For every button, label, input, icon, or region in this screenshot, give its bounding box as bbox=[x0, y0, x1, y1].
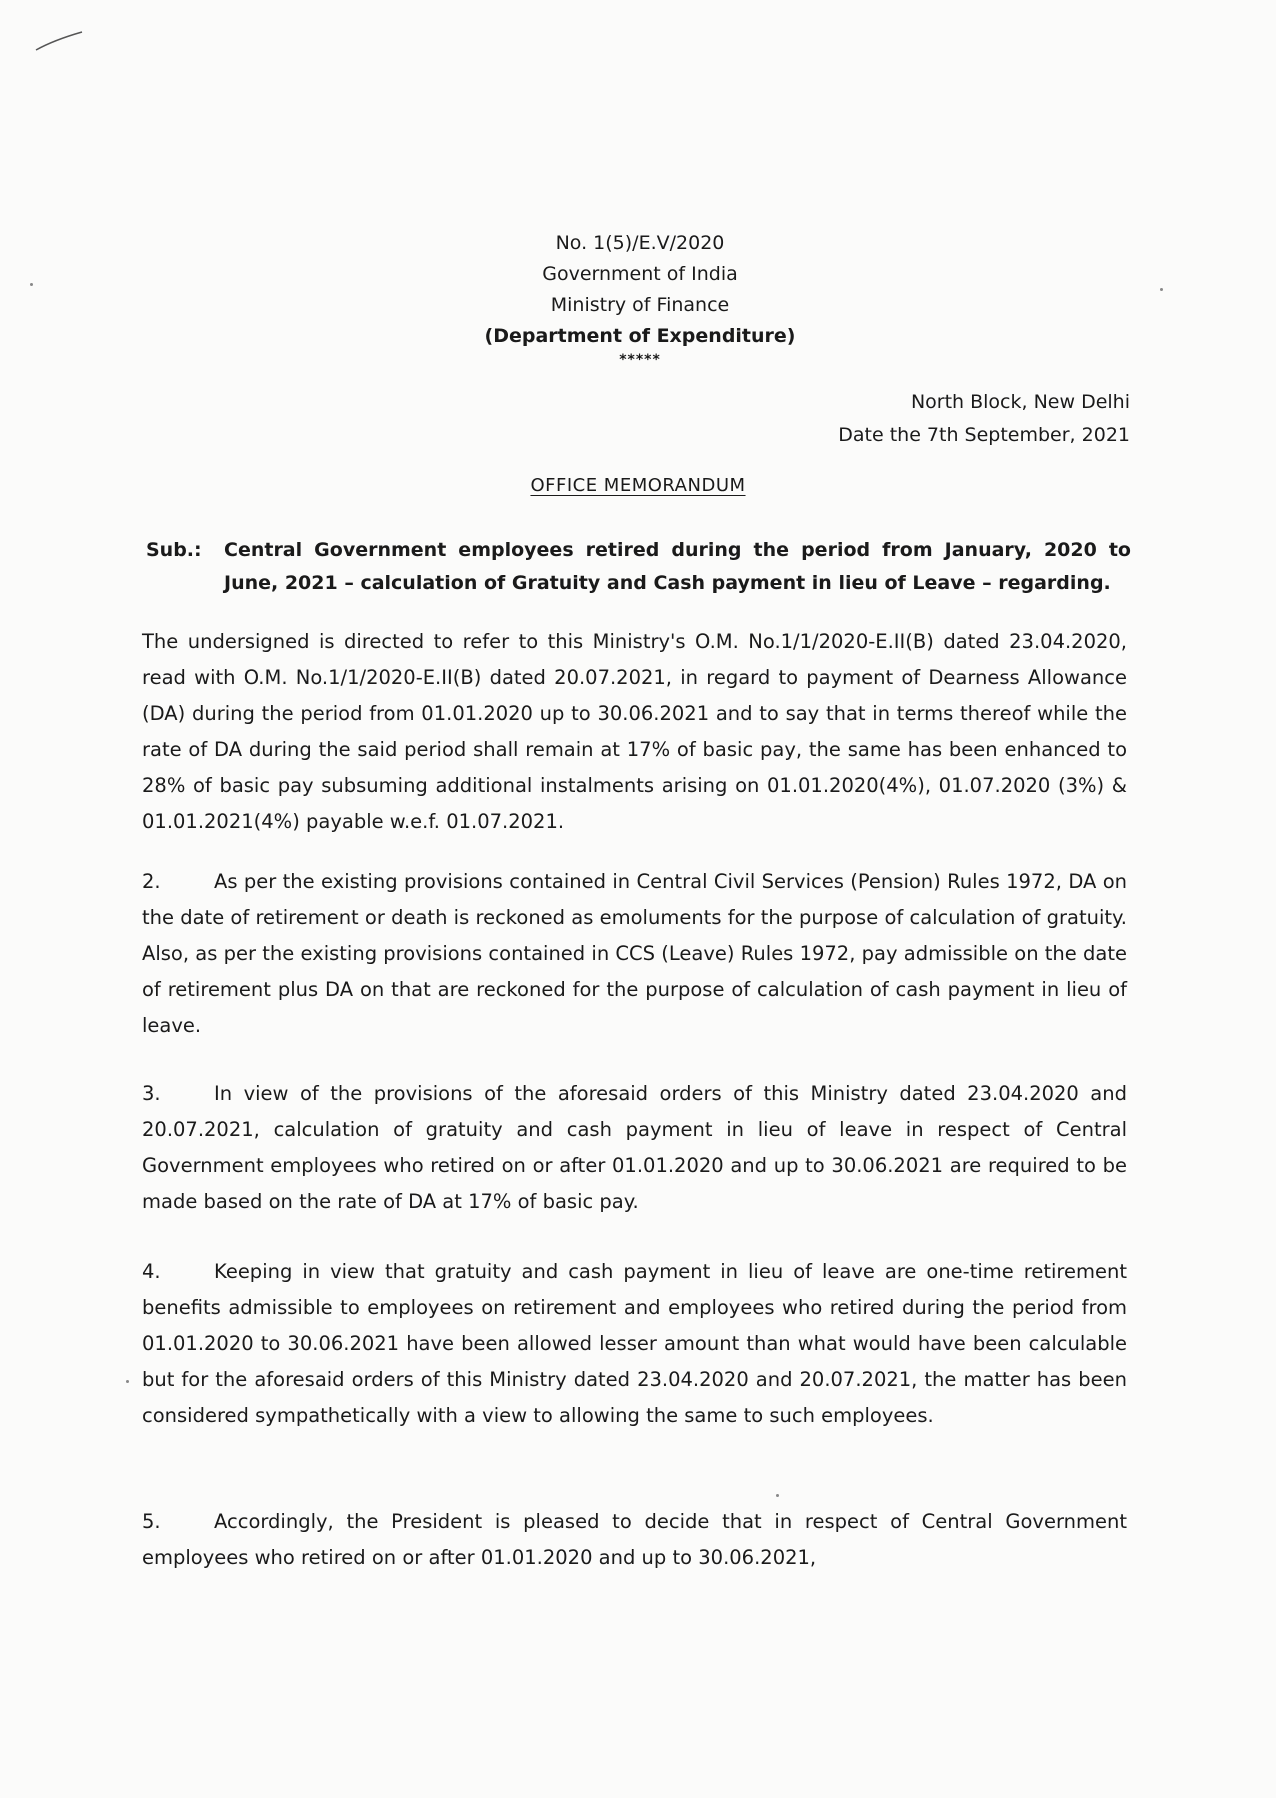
paragraph-text: Keeping in view that gratuity and cash payment in lieu of leave are one-time retirement benefits admissible to employees on retirement and employees who retired during the period from 01.01.2020 to 30.06.2021 have been allowed lesser amount than what would have been calculable but for the aforesaid orders of this Ministry dated 23.04.2020 and 20.07.2021, the matter has been considered sympathetically with a view to allowing the same to such employees. bbox=[142, 1260, 1127, 1427]
paragraph-number: 5. bbox=[142, 1510, 161, 1533]
header-separator: ***** bbox=[619, 352, 661, 368]
document-title-text: OFFICE MEMORANDUM bbox=[530, 475, 746, 496]
paragraph-4 bbox=[142, 1254, 1127, 1434]
scan-speck bbox=[1160, 288, 1163, 291]
scan-speck bbox=[776, 1494, 779, 1497]
paragraph-3 bbox=[142, 1076, 1127, 1220]
subject-label: Sub.: bbox=[146, 539, 202, 561]
paragraph-text: As per the existing provisions contained in Central Civil Services (Pension) Rules 1972, DA on the date of retirement or death is reckoned as emoluments for the purpose of calculation of gratuity. Also, as per the existing provisions contained in CCS (Leave) Rules 1972, pay admissible on the date of retirement plus DA on that are reckoned for the purpose of calculation of cash payment in lieu of leave. bbox=[142, 870, 1127, 1037]
department-name: (Department of Expenditure) bbox=[484, 325, 796, 347]
subject-text: Central Government employees retired during the period from January, 2020 to June, 2021 – calculation of Gratuity and Cash payment in lieu of Leave – regarding. bbox=[224, 539, 1131, 594]
issue-date: Date the 7th September, 2021 bbox=[838, 424, 1130, 446]
paragraph-number: 2. bbox=[142, 870, 161, 893]
paragraph-text: The undersigned is directed to refer to this Ministry's O.M. No.1/1/2020-E.II(B) dated 23.04.2020, read with O.M. No.1/1/2020-E.II(B) dated 20.07.2021, in regard to payment of Dearness Allowance (DA) during the period from 01.01.2020 up to 30.06.2021 and to say that in terms thereof while the rate of DA during the said period shall remain at 17% of basic pay, the same has been enhanced to 28% of basic pay subsuming additional instalments arising on 01.01.2020(4%), 01.07.2020 (3%) & 01.01.2021(4%) payable w.e.f. 01.07.2021. bbox=[142, 630, 1127, 833]
pen-stroke-mark bbox=[34, 30, 84, 52]
location: North Block, New Delhi bbox=[910, 391, 1130, 413]
paragraph-2 bbox=[142, 864, 1127, 1044]
file-number: No. 1(5)/E.V/2020 bbox=[555, 232, 725, 254]
paragraph-1 bbox=[142, 624, 1127, 840]
paragraph-number: 3. bbox=[142, 1082, 161, 1105]
subject-block bbox=[146, 534, 1131, 600]
government-name: Government of India bbox=[542, 263, 738, 285]
letter-header bbox=[420, 228, 860, 368]
scan-speck bbox=[30, 283, 33, 286]
paragraph-number: 4. bbox=[142, 1260, 161, 1283]
scan-speck bbox=[126, 1380, 129, 1383]
paragraph-text: Accordingly, the President is pleased to decide that in respect of Central Government employees who retired on or after 01.01.2020 and up to 30.06.2021, bbox=[142, 1510, 1127, 1569]
place-and-date bbox=[838, 386, 1130, 452]
ministry-name: Ministry of Finance bbox=[550, 294, 730, 316]
paragraph-text: In view of the provisions of the aforesaid orders of this Ministry dated 23.04.2020 and 20.07.2021, calculation of gratuity and cash payment in lieu of leave in respect of Central Government employees who retired on or after 01.01.2020 and up to 30.06.2021 are required to be made based on the rate of DA at 17% of basic pay. bbox=[142, 1082, 1127, 1213]
paragraph-5 bbox=[142, 1504, 1127, 1576]
document-title bbox=[0, 475, 1276, 496]
